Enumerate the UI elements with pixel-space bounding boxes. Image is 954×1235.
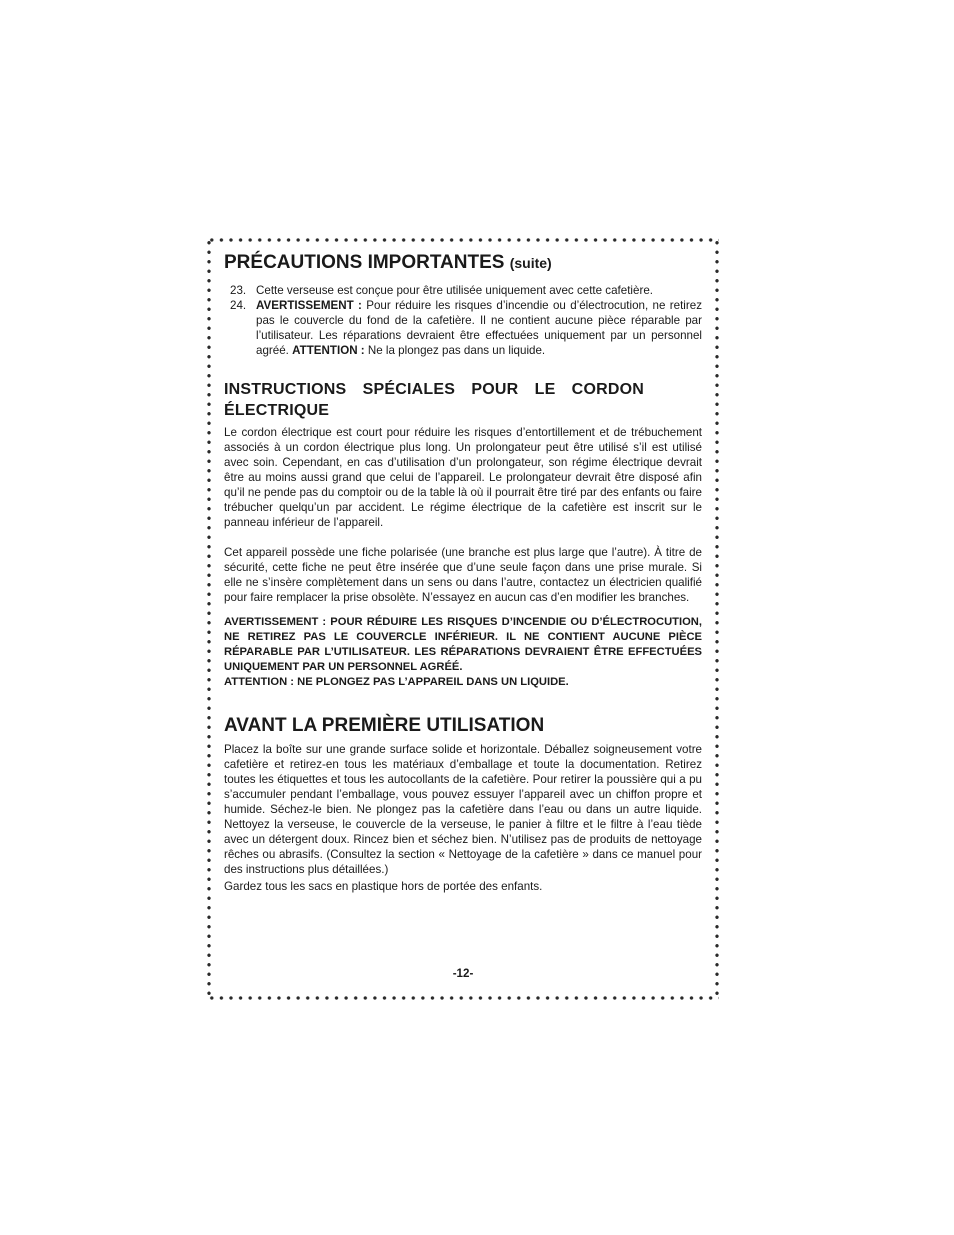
title-suffix: (suite): [509, 255, 552, 271]
border-top: [207, 238, 719, 242]
item-number: 24.: [230, 299, 247, 312]
border-right: [715, 238, 719, 1000]
cord-paragraph-1: Le cordon électrique est court pour réduire les risques d’entortillement et de trébuchement associés à un cordon électrique plus long. Un prolongateur peut être utilisé s’il est utilisé avec soin. Cependant, en cas d’utilisation d’un prolongateur, son régime électrique devrait être au moins aussi grand que celui de l’appareil. Le prolongateur devrait être disposé afin qu’il ne pende pas du comptoir ou de la table là où il pourrait être tiré par des enfants ou faire trébucher quelqu’un par accident. Le régime électrique de la cafetière est inscrit sur le panneau inférieur de l’appareil.: [224, 426, 702, 529]
section-title-precautions: [224, 250, 702, 276]
item-number: 23.: [230, 284, 247, 297]
list-item: [224, 283, 702, 298]
precautions-list: [224, 283, 702, 358]
first-use-paragraph: Placez la boîte sur une grande surface solide et horizontale. Déballez soigneusement votre cafetière et retirez-en tous les matériaux d’emballage et toute la documentation. Retirez toutes les étiquettes et tous les autocollants de la cafetière. Pour retirer la poussière qui a pu s’accumuler pendant l’emballage, vous pouvez essuyer l’appareil avec un chiffon propre et humide. Séchez-le bien. Ne plongez pas la cafetière dans l’eau ou dans un autre liquide. Nettoyez la verseuse, le couvercle de la verseuse, le panier à filtre et le filtre à l’eau tiède avec un détergent doux. Rincez bien et séchez bien. N’utilisez pas de produits de nettoyage rêches ou abrasifs. (Consultez la section « Nettoyage de la cafetière » dans ce manuel pour des instructions plus détaillées.): [224, 743, 702, 876]
item-text: Cette verseuse est conçue pour être utilisée uniquement avec cette cafetière.: [256, 284, 653, 297]
title-text: PRÉCAUTIONS IMPORTANTES: [224, 252, 505, 273]
page-number: -12-: [452, 967, 474, 980]
item-text: Pour réduire les risques d’incendie ou d’électrocution, ne retirez pas le couvercle du fond de la cafetière. Il ne contient aucune pièce réparable par l’utilisateur. Les réparations devraient être effectuées uniquement par un personnel agréé.: [256, 299, 702, 357]
list-item: [224, 298, 702, 358]
item-label: AVERTISSEMENT :: [256, 299, 362, 312]
caution-text: ATTENTION : NE PLONGEZ PAS L’APPAREIL DANS UN LIQUIDE.: [224, 676, 569, 688]
item-text: Ne la plongez pas dans un liquide.: [364, 344, 546, 357]
section-title-cord: INSTRUCTIONS SPÉCIALES POUR LE CORDON ÉLECTRIQUE: [224, 381, 644, 419]
item-label: ATTENTION :: [292, 344, 365, 357]
page-content: [224, 250, 702, 980]
border-left: [207, 238, 211, 1000]
section-title-first-use: AVANT LA PREMIÈRE UTILISATION: [224, 715, 545, 736]
border-bottom: [207, 996, 719, 1000]
first-use-note: Gardez tous les sacs en plastique hors de portée des enfants.: [224, 880, 543, 893]
warning-text: AVERTISSEMENT : POUR RÉDUIRE LES RISQUES D’INCENDIE OU D’ÉLECTROCUTION, NE RETIREZ PAS LE COUVERCLE INFÉRIEUR. IL NE CONTIENT AUCUNE PIÈCE RÉPARABLE PAR L’UTILISATEUR. LES RÉPARATIONS DEVRAIENT ÊTRE EFFECTUÉES UNIQUEMENT PAR UN PERSONNEL AGRÉÉ.: [224, 616, 702, 673]
cord-paragraph-2: Cet appareil possède une fiche polarisée (une branche est plus large que l’autre). À titre de sécurité, cette fiche ne peut être insérée que d’une seule façon dans une prise murale. Si elle ne s’insère complètement dans un sens ou dans l’autre, contactez un électricien qualifié pour faire remplacer la prise obsolète. N’essayez en aucun cas d’en modifier les branches.: [224, 546, 702, 604]
